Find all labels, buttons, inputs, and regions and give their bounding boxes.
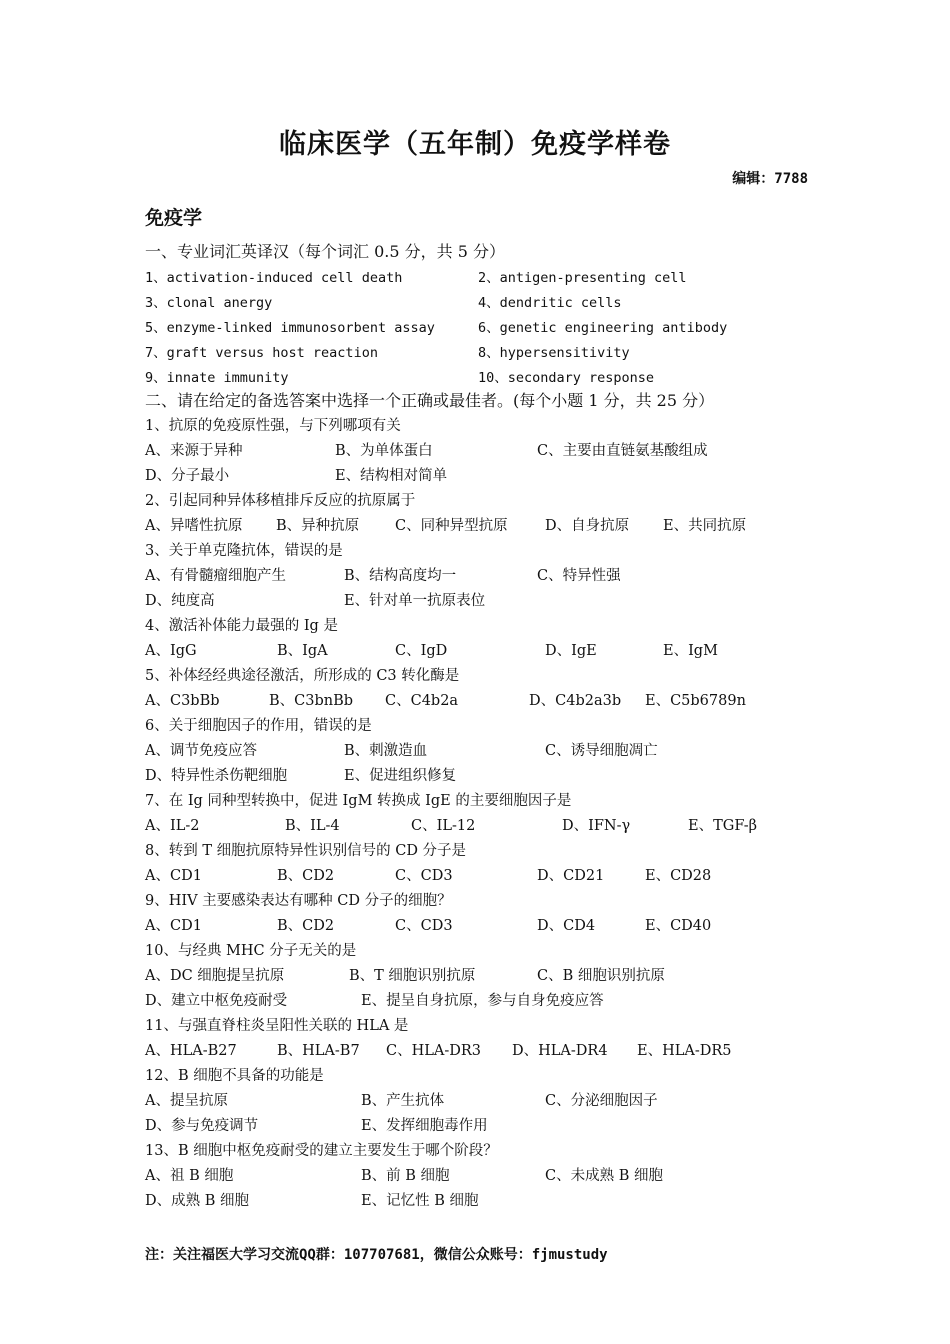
vocab-item: 10、secondary response bbox=[478, 370, 655, 386]
option: E、共同抗原 bbox=[663, 518, 747, 534]
option: A、祖 B 细胞 bbox=[145, 1168, 234, 1184]
option: E、发挥细胞毒作用 bbox=[361, 1118, 488, 1134]
option: C、B 细胞识别抗原 bbox=[537, 968, 665, 984]
option: B、IL-4 bbox=[285, 818, 340, 834]
section2-heading: 二、请在给定的备选答案中选择一个正确或最佳者。(每个小题 1 分，共 25 分） bbox=[145, 391, 715, 410]
option: A、DC 细胞提呈抗原 bbox=[145, 968, 285, 984]
option: D、建立中枢免疫耐受 bbox=[145, 993, 288, 1009]
question-stem: 10、与经典 MHC 分子无关的是 bbox=[145, 943, 357, 959]
option: C、CD3 bbox=[395, 918, 453, 934]
vocab-item: 8、hypersensitivity bbox=[478, 345, 630, 361]
vocab-item: 7、graft versus host reaction bbox=[145, 345, 378, 361]
option: A、IgG bbox=[145, 643, 197, 659]
option: D、成熟 B 细胞 bbox=[145, 1193, 249, 1209]
subject-heading: 免疫学 bbox=[145, 207, 203, 229]
question-stem: 13、B 细胞中枢免疫耐受的建立主要发生于哪个阶段？ bbox=[145, 1143, 498, 1159]
option: C、诱导细胞凋亡 bbox=[545, 743, 658, 759]
option: C、同种异型抗原 bbox=[395, 518, 508, 534]
option: B、为单体蛋白 bbox=[335, 443, 433, 459]
option: C、主要由直链氨基酸组成 bbox=[537, 443, 708, 459]
question-stem: 4、激活补体能力最强的 Ig 是 bbox=[145, 618, 338, 634]
option: A、提呈抗原 bbox=[145, 1093, 228, 1109]
option: E、CD28 bbox=[645, 868, 712, 884]
option: B、异种抗原 bbox=[276, 518, 360, 534]
editor-label: 编辑：7788 bbox=[732, 171, 808, 187]
option: D、IFN-γ bbox=[562, 818, 631, 834]
option: C、IL-12 bbox=[411, 818, 476, 834]
option: A、C3bBb bbox=[145, 693, 220, 709]
option: C、C4b2a bbox=[385, 693, 459, 709]
option: A、有骨髓瘤细胞产生 bbox=[145, 568, 286, 584]
question-stem: 1、抗原的免疫原性强，与下列哪项有关 bbox=[145, 418, 401, 434]
question-stem: 2、引起同种异体移植排斥反应的抗原属于 bbox=[145, 493, 416, 509]
vocab-item: 9、innate immunity bbox=[145, 370, 289, 386]
option: B、产生抗体 bbox=[361, 1093, 445, 1109]
option: E、IgM bbox=[663, 643, 718, 659]
option: A、CD1 bbox=[145, 868, 202, 884]
question-stem: 3、关于单克隆抗体，错误的是 bbox=[145, 543, 343, 559]
option: E、HLA-DR5 bbox=[637, 1043, 732, 1059]
option: E、针对单一抗原表位 bbox=[344, 593, 486, 609]
option: C、CD3 bbox=[395, 868, 453, 884]
option: D、特异性杀伤靶细胞 bbox=[145, 768, 288, 784]
option: D、纯度高 bbox=[145, 593, 215, 609]
option: A、调节免疫应答 bbox=[145, 743, 257, 759]
question-stem: 11、与强直脊柱炎呈阳性关联的 HLA 是 bbox=[145, 1018, 409, 1034]
vocab-item: 2、antigen-presenting cell bbox=[478, 270, 687, 286]
vocab-item: 5、enzyme-linked immunosorbent assay bbox=[145, 320, 435, 336]
option: E、促进组织修复 bbox=[344, 768, 457, 784]
option: C、HLA-DR3 bbox=[386, 1043, 482, 1059]
option: A、IL-2 bbox=[145, 818, 200, 834]
question-stem: 9、HIV 主要感染表达有哪种 CD 分子的细胞？ bbox=[145, 893, 452, 909]
option: C、分泌细胞因子 bbox=[545, 1093, 658, 1109]
option: E、C5b6789n bbox=[645, 693, 746, 709]
option: D、C4b2a3b bbox=[529, 693, 622, 709]
option: B、前 B 细胞 bbox=[361, 1168, 450, 1184]
option: B、IgA bbox=[277, 643, 328, 659]
vocab-item: 1、activation-induced cell death bbox=[145, 270, 403, 286]
option: D、分子最小 bbox=[145, 468, 230, 484]
question-stem: 6、关于细胞因子的作用，错误的是 bbox=[145, 718, 372, 734]
option: E、TGF-β bbox=[688, 818, 758, 834]
option: D、CD4 bbox=[537, 918, 596, 934]
option: C、特异性强 bbox=[537, 568, 621, 584]
option: A、CD1 bbox=[145, 918, 202, 934]
option: E、记忆性 B 细胞 bbox=[361, 1193, 479, 1209]
option: B、结构高度均一 bbox=[344, 568, 457, 584]
question-stem: 7、在 Ig 同种型转换中，促进 IgM 转换成 IgE 的主要细胞因子是 bbox=[145, 793, 572, 809]
vocab-item: 6、genetic engineering antibody bbox=[478, 320, 728, 336]
footer-note: 注：关注福医大学习交流QQ群：107707681，微信公众账号：fjmustudy bbox=[145, 1247, 608, 1263]
option: C、未成熟 B 细胞 bbox=[545, 1168, 663, 1184]
option: A、HLA-B27 bbox=[145, 1043, 237, 1059]
question-stem: 8、转到 T 细胞抗原特异性识别信号的 CD 分子是 bbox=[145, 843, 467, 859]
option: D、IgE bbox=[545, 643, 597, 659]
option: D、自身抗原 bbox=[545, 518, 630, 534]
option: B、T 细胞识别抗原 bbox=[349, 968, 476, 984]
option: E、结构相对简单 bbox=[335, 468, 448, 484]
option: D、HLA-DR4 bbox=[512, 1043, 608, 1059]
vocab-item: 4、dendritic cells bbox=[478, 295, 622, 311]
option: E、提呈自身抗原，参与自身免疫应答 bbox=[361, 993, 604, 1009]
option: B、HLA-B7 bbox=[277, 1043, 360, 1059]
section1-heading: 一、专业词汇英译汉（每个词汇 0.5 分，共 5 分） bbox=[145, 242, 505, 261]
option: A、来源于异种 bbox=[145, 443, 243, 459]
option: D、CD21 bbox=[537, 868, 605, 884]
option: B、CD2 bbox=[277, 868, 335, 884]
option: B、C3bnBb bbox=[269, 693, 354, 709]
option: B、CD2 bbox=[277, 918, 335, 934]
option: D、参与免疫调节 bbox=[145, 1118, 259, 1134]
option: C、IgD bbox=[395, 643, 448, 659]
vocab-item: 3、clonal anergy bbox=[145, 295, 273, 311]
option: A、异嗜性抗原 bbox=[145, 518, 243, 534]
option: B、刺激造血 bbox=[344, 743, 428, 759]
question-stem: 5、补体经经典途径激活，所形成的 C3 转化酶是 bbox=[145, 668, 460, 684]
question-stem: 12、B 细胞不具备的功能是 bbox=[145, 1068, 324, 1084]
option: E、CD40 bbox=[645, 918, 712, 934]
page-title: 临床医学（五年制）免疫学样卷 bbox=[279, 129, 671, 160]
